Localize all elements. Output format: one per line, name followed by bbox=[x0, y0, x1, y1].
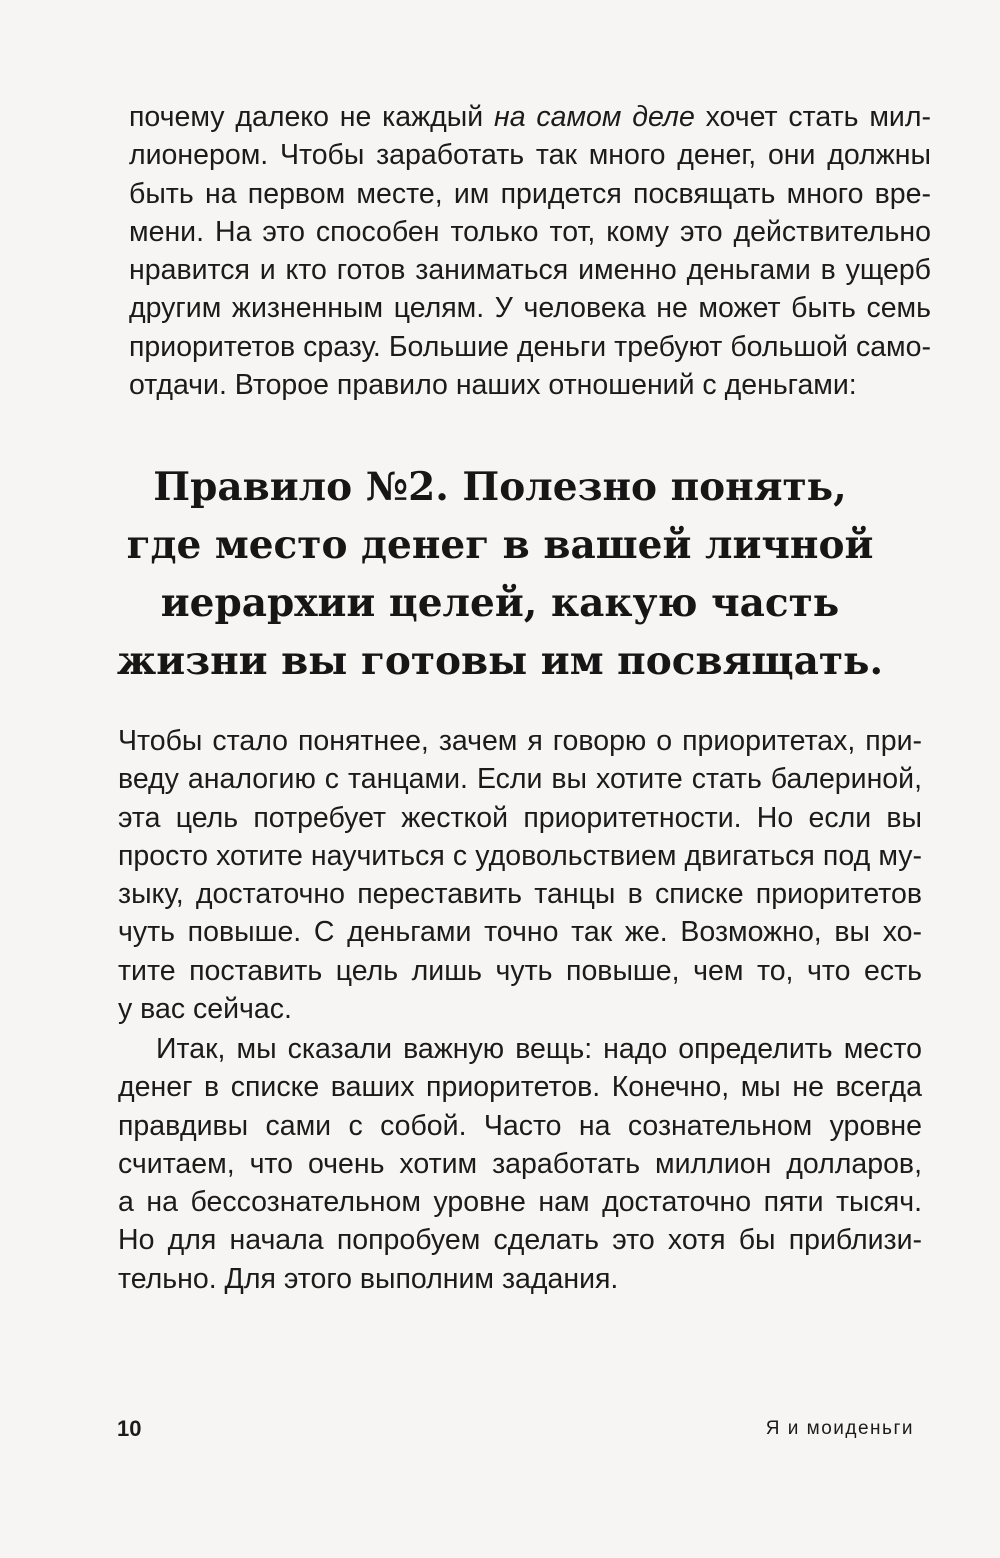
text-line: почему далеко не каждый на самом деле хочет стать мил- bbox=[129, 101, 931, 133]
text-line: считаем, что очень хотим заработать миллион долларов, bbox=[118, 1147, 922, 1180]
emphasis-text: на самом деле bbox=[494, 101, 695, 133]
paragraph-dance-analogy bbox=[118, 722, 922, 1028]
text-line: тите поставить цель лишь чуть повыше, чем то, что есть bbox=[118, 954, 922, 987]
text-line: чуть повыше. С деньгами точно так же. Возможно, вы хо- bbox=[118, 916, 922, 949]
text-line: Итак, мы сказали важную вещь: надо определить место bbox=[156, 1033, 922, 1065]
text-line: другим жизненным целям. У человека не может быть семь bbox=[129, 292, 931, 325]
paragraph-intro bbox=[129, 98, 931, 404]
text-line: а на бессознательном уровне нам достаточно пяти тысяч. bbox=[118, 1186, 922, 1219]
running-footer-title: Я и моиденьги bbox=[765, 1418, 914, 1439]
rule-line: жизни вы готовы им посвящать. bbox=[116, 638, 884, 684]
text-line: денег в списке ваших приоритетов. Конечно, мы не всегда bbox=[118, 1071, 922, 1104]
rule-line: иерархии целей, какую часть bbox=[160, 580, 840, 626]
page-number: 10 bbox=[117, 1416, 142, 1441]
text-line: правдивы сами с собой. Часто на сознательном уровне bbox=[118, 1109, 922, 1142]
text-line: быть на первом месте, им придется посвящать много вре- bbox=[129, 177, 931, 210]
rule-line: где место денег в вашей личной bbox=[126, 522, 874, 568]
rule-heading bbox=[100, 458, 900, 690]
text-line: просто хотите научиться с удовольствием двигаться под му- bbox=[118, 839, 922, 872]
text-line: зыку, достаточно переставить танцы в списке приоритетов bbox=[118, 878, 922, 911]
text-line: тельно. Для этого выполним задания. bbox=[118, 1262, 619, 1295]
text-line: мени. На это способен только тот, кому это действительно bbox=[129, 215, 931, 248]
text-line: эта цель потребует жесткой приоритетности. Но если вы bbox=[118, 801, 922, 834]
text-line: Чтобы стало понятнее, зачем я говорю о приоритетах, при- bbox=[118, 725, 922, 757]
text-line: Но для начала попробуем сделать это хотя бы приблизи- bbox=[118, 1224, 922, 1257]
text-line: веду аналогию с танцами. Если вы хотите стать балериной, bbox=[118, 763, 922, 796]
text-line: у вас сейчас. bbox=[118, 993, 292, 1026]
text-line: отдачи. Второе правило наших отношений с деньгами: bbox=[129, 369, 857, 402]
text-line: приоритетов сразу. Большие деньги требуют большой само- bbox=[129, 330, 931, 363]
text-line: лионером. Чтобы заработать так много денег, они должны bbox=[129, 139, 931, 172]
text-line: нравится и кто готов заниматься именно деньгами в ущерб bbox=[129, 254, 931, 287]
rule-line: Правило №2. Полезно понять, bbox=[153, 464, 847, 510]
paragraph-priorities bbox=[118, 1030, 922, 1298]
